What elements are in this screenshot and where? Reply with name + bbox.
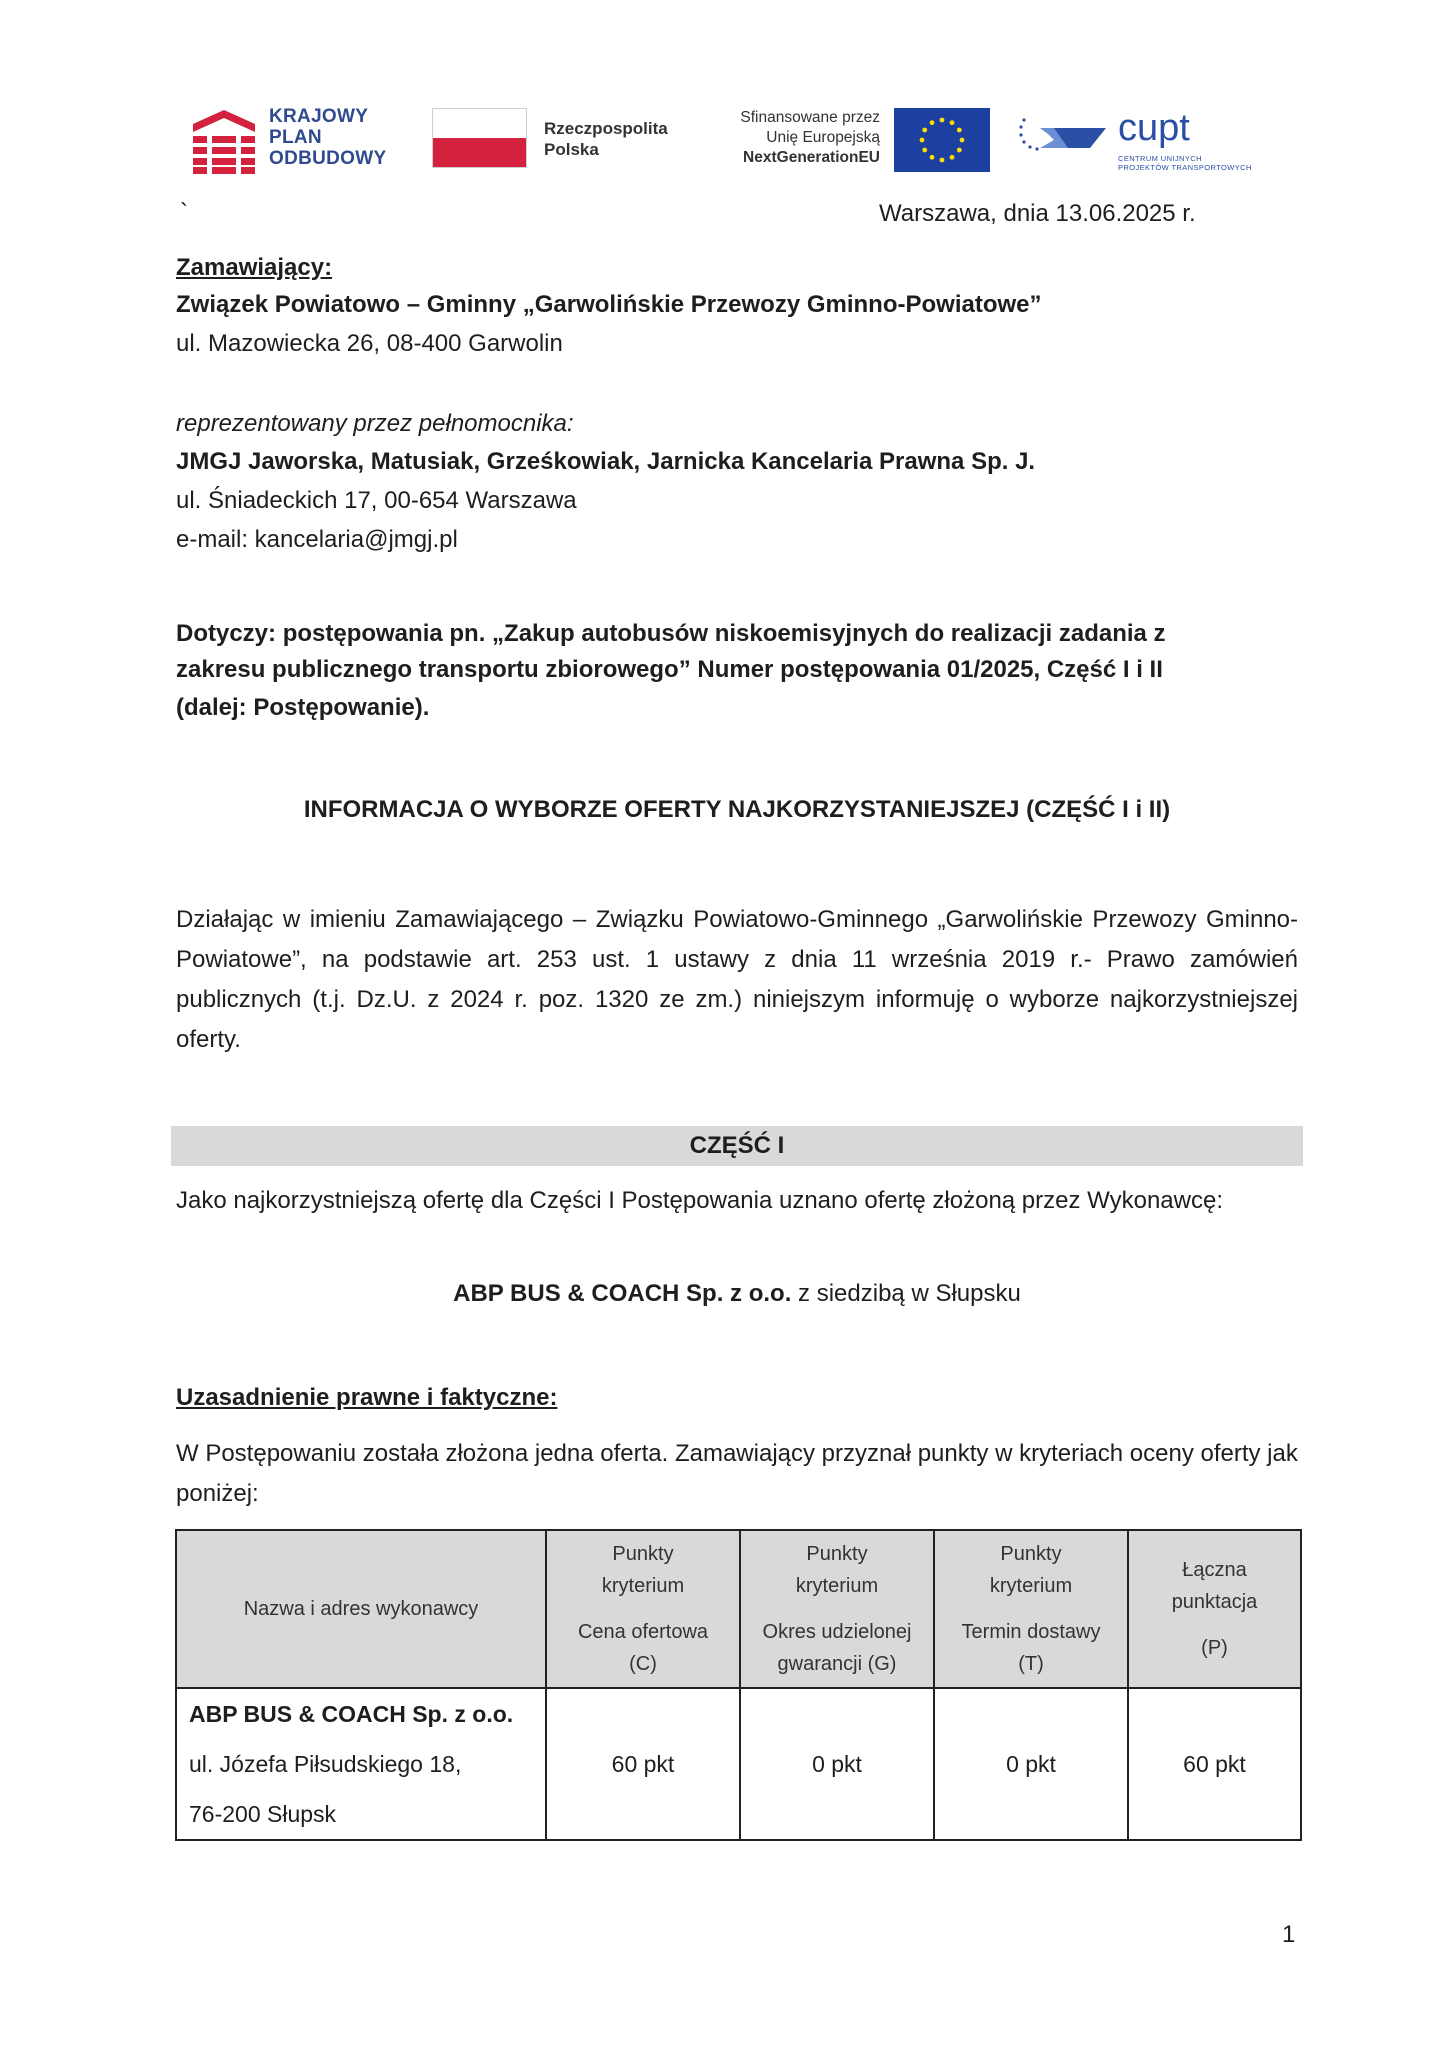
contractor-city: 76-200 Słupsk <box>189 1801 337 1827</box>
justification-text: W Postępowaniu została złożona jedna oferta. Zamawiający przyznał punkty w kryteriach oceny oferty jak poniżej: <box>176 1440 1298 1507</box>
stray-backtick: ` <box>180 199 188 226</box>
kpo-logo-text: KRAJOWY PLAN ODBUDOWY <box>269 106 387 169</box>
intro-paragraph: Działając w imieniu Zamawiającego – Związku Powiatowo-Gminnego „Garwolińskie Przewozy Gminno-Powiatowe”, na podstawie art. 253 ust. 1 ustawy z dnia 11 września 2019 r.- Prawo zamówień publicznych (t.j. Dz.U. z 2024 r. poz. 1320 ze zm.) niniejszym informuję o wyborze najkorzystniejszej oferty. <box>176 906 1298 1053</box>
rzeczpospolita-logo-text: Rzeczpospolita Polska <box>544 119 668 159</box>
header-price: Punkty kryterium Cena ofertowa (C) <box>546 1530 740 1688</box>
dotyczy-line-1: Dotyczy: postępowania pn. „Zakup autobusów niskoemisyjnych do realizacji zadania z <box>176 620 1166 647</box>
header-contractor: Nazwa i adres wykonawcy <box>176 1530 546 1688</box>
pelnomocnik-email: e-mail: kancelaria@jmgj.pl <box>176 526 458 553</box>
date-line: Warszawa, dnia 13.06.2025 r. <box>879 200 1196 227</box>
header-warranty: Punkty kryterium Okres udzielonej gwarancji (G) <box>740 1530 934 1688</box>
header-total: Łączna punktacja (P) <box>1128 1530 1301 1688</box>
cell-price-points: 60 pkt <box>546 1688 740 1840</box>
eu-funding-text: Sfinansowane przez Unię Europejską NextGenerationEU <box>740 109 880 166</box>
justification-label: Uzasadnienie prawne i faktyczne: <box>176 1384 558 1411</box>
winner-name: ABP BUS & COACH Sp. z o.o. <box>453 1280 792 1307</box>
kpo-emblem-icon <box>193 110 255 174</box>
dotyczy-line-2: zakresu publicznego transportu zbiorowego” Numer postępowania 01/2025, Część I i II <box>176 656 1163 683</box>
contractor-street: ul. Józefa Piłsudskiego 18, <box>189 1751 462 1777</box>
polish-flag-icon <box>432 108 527 168</box>
cell-delivery-points: 0 pkt <box>934 1688 1128 1840</box>
section-choice-text: Jako najkorzystniejszą ofertę dla Części I Postępowania uznano ofertę złożoną przez Wykonawcę: <box>176 1187 1223 1214</box>
section-header-bar <box>171 1126 1303 1166</box>
section-title: CZĘŚĆ I <box>689 1132 785 1159</box>
cupt-emblem-icon <box>1018 114 1108 154</box>
cupt-logo-subtitle: CENTRUM UNIJNYCH PROJEKTÓW TRANSPORTOWYCH <box>1118 154 1252 172</box>
kpo-logo <box>193 106 423 180</box>
eu-flag-icon <box>894 108 990 172</box>
pelnomocnik-name: JMGJ Jaworska, Matusiak, Grześkowiak, Jarnicka Kancelaria Prawna Sp. J. <box>176 448 1036 475</box>
cupt-logo-name: cupt <box>1118 107 1190 149</box>
scoring-table <box>175 1529 1302 1841</box>
table-row <box>176 1688 1301 1840</box>
pelnomocnik-label: reprezentowany przez pełnomocnika: <box>176 410 574 437</box>
rzeczpospolita-logo <box>432 108 692 170</box>
cell-warranty-points: 0 pkt <box>740 1688 934 1840</box>
eu-funding-logo <box>700 104 990 174</box>
contractor-name: ABP BUS & COACH Sp. z o.o. <box>189 1701 514 1727</box>
zamawiajacy-label: Zamawiający: <box>176 254 333 281</box>
pelnomocnik-address: ul. Śniadeckich 17, 00-654 Warszawa <box>176 487 577 514</box>
cell-total-points: 60 pkt <box>1128 1688 1301 1840</box>
cell-contractor <box>176 1688 546 1840</box>
winner-line <box>176 1279 1298 1309</box>
table-header-row <box>176 1530 1301 1688</box>
header-delivery: Punkty kryterium Termin dostawy (T) <box>934 1530 1128 1688</box>
dotyczy-line-3: (dalej: Postępowanie). <box>176 694 430 721</box>
zamawiajacy-name: Związek Powiatowo – Gminny „Garwolińskie Przewozy Gminno-Powiatowe” <box>176 291 1042 318</box>
cupt-logo <box>1018 106 1268 176</box>
logo-strip <box>0 100 1456 190</box>
winner-seat: z siedzibą w Słupsku <box>791 1280 1021 1307</box>
page-number: 1 <box>1282 1921 1296 1948</box>
document-heading: INFORMACJA O WYBORZE OFERTY NAJKORZYSTANIEJSZEJ (CZĘŚĆ I i II) <box>303 796 1171 823</box>
zamawiajacy-address: ul. Mazowiecka 26, 08-400 Garwolin <box>176 330 563 357</box>
